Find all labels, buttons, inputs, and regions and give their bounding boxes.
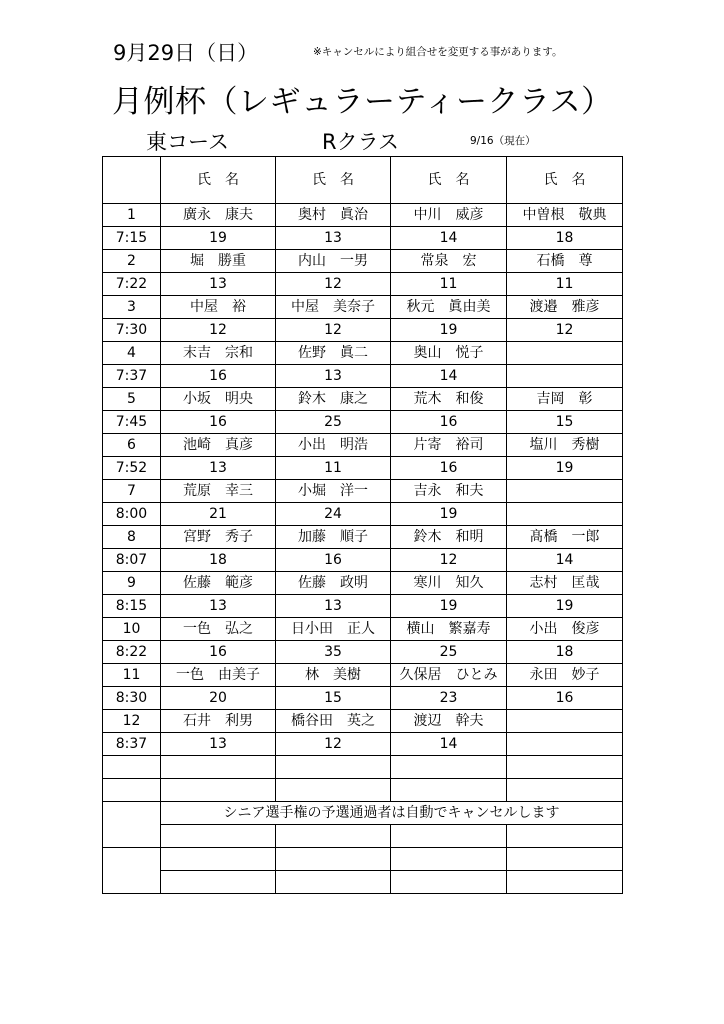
player-score: 19 <box>391 503 507 526</box>
player-surname: 加藤 <box>298 529 326 545</box>
player-given-name: 明浩 <box>340 437 368 453</box>
player-given-name: 康之 <box>340 391 368 407</box>
player-given-name: 洋一 <box>340 483 368 499</box>
tee-time: 8:30 <box>103 687 161 710</box>
player-name <box>276 296 391 319</box>
name-header: 氏 名 <box>391 157 507 204</box>
player-surname: 廣永 <box>183 207 211 223</box>
player-name <box>161 710 276 733</box>
player-score: 12 <box>507 319 623 342</box>
player-surname: 佐野 <box>298 345 326 361</box>
empty-cell <box>161 871 276 894</box>
player-name <box>276 434 391 457</box>
group-name-row <box>103 710 623 733</box>
player-name <box>507 342 623 365</box>
player-given-name: 美樹 <box>333 667 361 683</box>
player-score: 16 <box>507 687 623 710</box>
player-given-name: ひとみ <box>455 667 498 683</box>
player-name <box>507 388 623 411</box>
player-given-name: 眞二 <box>340 345 368 361</box>
player-score: 19 <box>391 319 507 342</box>
player-given-name: 彰 <box>578 391 593 407</box>
player-name <box>161 204 276 227</box>
player-score <box>507 365 623 388</box>
group-number: 3 <box>103 296 161 319</box>
player-name <box>161 664 276 687</box>
player-name <box>391 434 507 457</box>
player-surname: 内山 <box>298 253 326 269</box>
player-name <box>391 618 507 641</box>
player-score: 13 <box>276 227 391 250</box>
player-given-name: 順子 <box>340 529 368 545</box>
player-surname: 奥山 <box>413 345 442 361</box>
player-name <box>507 710 623 733</box>
player-surname: 髙橋 <box>529 529 558 545</box>
player-given-name: 英之 <box>347 713 375 729</box>
player-surname: 堀 <box>190 253 204 269</box>
player-score: 16 <box>161 411 276 434</box>
group-name-row <box>103 480 623 503</box>
player-score: 25 <box>276 411 391 434</box>
group-score-row <box>103 503 623 526</box>
player-score: 13 <box>161 273 276 296</box>
player-surname: 一色 <box>176 667 204 683</box>
player-score: 13 <box>276 365 391 388</box>
player-name <box>507 618 623 641</box>
group-score-row <box>103 319 623 342</box>
group-name-row <box>103 342 623 365</box>
note-blank-row <box>103 825 623 848</box>
player-name <box>391 572 507 595</box>
player-score: 16 <box>391 457 507 480</box>
player-name <box>391 388 507 411</box>
player-given-name: 匡哉 <box>571 575 600 591</box>
group-name-row <box>103 204 623 227</box>
group-header-cell <box>103 157 161 204</box>
player-name <box>276 204 391 227</box>
player-score: 13 <box>161 595 276 618</box>
player-score: 16 <box>161 641 276 664</box>
player-name <box>507 572 623 595</box>
player-surname: 吉岡 <box>536 391 565 407</box>
player-given-name: 宏 <box>462 253 477 269</box>
player-surname: 久保居 <box>399 667 442 683</box>
player-name <box>276 710 391 733</box>
player-score: 12 <box>276 319 391 342</box>
group-number: 10 <box>103 618 161 641</box>
player-surname: 石橋 <box>536 253 565 269</box>
player-given-name: 利男 <box>225 713 253 729</box>
player-score: 14 <box>391 733 507 756</box>
player-given-name: 一男 <box>340 253 368 269</box>
name-header: 氏 名 <box>161 157 276 204</box>
group-name-row <box>103 618 623 641</box>
player-surname: 池崎 <box>183 437 211 453</box>
player-given-name: 秀樹 <box>571 437 600 453</box>
player-given-name: 正人 <box>347 621 375 637</box>
tee-time: 7:30 <box>103 319 161 342</box>
group-score-row <box>103 687 623 710</box>
player-given-name: 美奈子 <box>333 299 375 315</box>
player-score: 11 <box>507 273 623 296</box>
empty-cell <box>276 756 391 779</box>
player-surname: 小出 <box>529 621 558 637</box>
player-name <box>391 250 507 273</box>
group-number: 6 <box>103 434 161 457</box>
player-name <box>507 204 623 227</box>
tee-time: 7:15 <box>103 227 161 250</box>
player-score: 14 <box>507 549 623 572</box>
group-name-row <box>103 664 623 687</box>
player-score: 11 <box>391 273 507 296</box>
final-group-cell <box>103 848 161 894</box>
group-score-row <box>103 457 623 480</box>
player-score: 35 <box>276 641 391 664</box>
player-surname: 末吉 <box>183 345 211 361</box>
empty-cell <box>161 756 276 779</box>
player-score: 13 <box>276 595 391 618</box>
player-given-name: 一郎 <box>571 529 600 545</box>
empty-cell <box>507 779 623 802</box>
player-name <box>391 204 507 227</box>
empty-cell <box>507 848 623 871</box>
group-name-row <box>103 434 623 457</box>
player-score: 21 <box>161 503 276 526</box>
player-surname: 石井 <box>183 713 211 729</box>
player-name <box>507 250 623 273</box>
player-surname: 中屋 <box>291 299 319 315</box>
player-given-name: 俊彦 <box>571 621 600 637</box>
group-number: 12 <box>103 710 161 733</box>
group-name-row <box>103 572 623 595</box>
group-number: 7 <box>103 480 161 503</box>
group-number: 2 <box>103 250 161 273</box>
empty-cell <box>507 871 623 894</box>
player-given-name: 秀子 <box>225 529 253 545</box>
group-number: 8 <box>103 526 161 549</box>
empty-cell <box>161 825 276 848</box>
player-given-name: 眞治 <box>340 207 368 223</box>
player-given-name: 弘之 <box>225 621 253 637</box>
player-surname: 片寄 <box>413 437 442 453</box>
player-score <box>507 733 623 756</box>
player-name <box>161 250 276 273</box>
player-surname: 中屋 <box>190 299 218 315</box>
player-score: 19 <box>507 457 623 480</box>
player-surname: 日小田 <box>291 621 333 637</box>
player-name <box>276 664 391 687</box>
player-surname: 小坂 <box>183 391 211 407</box>
group-score-row <box>103 365 623 388</box>
player-surname: 中曽根 <box>522 207 565 223</box>
player-name <box>161 296 276 319</box>
cancel-note: ※キャンセルにより組合せを変更する事があります。 <box>313 46 563 58</box>
player-given-name: 眞由美 <box>448 299 491 315</box>
tee-time: 7:45 <box>103 411 161 434</box>
empty-cell <box>276 848 391 871</box>
group-name-row <box>103 526 623 549</box>
tee-time: 8:37 <box>103 733 161 756</box>
player-surname: 塩川 <box>529 437 558 453</box>
player-name <box>161 480 276 503</box>
tee-time: 8:22 <box>103 641 161 664</box>
group-name-row <box>103 296 623 319</box>
player-name <box>276 526 391 549</box>
player-name <box>391 526 507 549</box>
player-score: 12 <box>161 319 276 342</box>
group-score-row <box>103 641 623 664</box>
player-name <box>391 664 507 687</box>
player-name <box>507 526 623 549</box>
player-name <box>161 618 276 641</box>
player-surname: 永田 <box>529 667 558 683</box>
player-given-name: 明央 <box>225 391 253 407</box>
player-surname: 佐藤 <box>298 575 326 591</box>
player-score: 19 <box>507 595 623 618</box>
player-given-name: 知久 <box>455 575 484 591</box>
player-surname: 吉永 <box>413 483 442 499</box>
player-score: 16 <box>276 549 391 572</box>
tee-time: 8:07 <box>103 549 161 572</box>
player-name <box>507 480 623 503</box>
player-surname: 荒原 <box>183 483 211 499</box>
player-name <box>161 342 276 365</box>
player-given-name: 由美子 <box>218 667 260 683</box>
player-surname: 佐藤 <box>183 575 211 591</box>
blank-name-row <box>103 756 623 779</box>
tee-time: 8:00 <box>103 503 161 526</box>
player-name <box>507 664 623 687</box>
player-surname: 奥村 <box>298 207 326 223</box>
player-score: 23 <box>391 687 507 710</box>
table-header-row <box>103 157 623 204</box>
player-given-name: 尊 <box>578 253 593 269</box>
group-number: 11 <box>103 664 161 687</box>
empty-cell <box>276 871 391 894</box>
empty-cell <box>276 825 391 848</box>
empty-cell <box>276 779 391 802</box>
player-given-name: 幸三 <box>225 483 253 499</box>
group-score-row <box>103 595 623 618</box>
player-given-name: 勝重 <box>218 253 246 269</box>
player-given-name: 和夫 <box>455 483 484 499</box>
empty-cell <box>161 848 276 871</box>
player-surname: 林 <box>305 667 319 683</box>
player-given-name: 裕司 <box>455 437 484 453</box>
player-name <box>391 710 507 733</box>
name-header: 氏 名 <box>507 157 623 204</box>
group-score-row <box>103 549 623 572</box>
date-heading: 9月29日（日） <box>113 41 259 65</box>
player-given-name: 威彦 <box>455 207 484 223</box>
player-surname: 志村 <box>529 575 558 591</box>
tee-time: 7:52 <box>103 457 161 480</box>
player-score: 15 <box>507 411 623 434</box>
class-label: Rクラス <box>322 130 399 154</box>
player-score: 13 <box>161 733 276 756</box>
player-score: 18 <box>507 227 623 250</box>
pairing-table <box>102 156 623 894</box>
player-name <box>276 388 391 411</box>
player-score: 12 <box>276 273 391 296</box>
player-score: 19 <box>161 227 276 250</box>
player-surname: 鈴木 <box>298 391 326 407</box>
player-given-name: 悦子 <box>455 345 484 361</box>
group-score-row <box>103 227 623 250</box>
blank-group-cell <box>103 756 161 779</box>
player-name <box>276 572 391 595</box>
player-score: 16 <box>391 411 507 434</box>
player-given-name: 真彦 <box>225 437 253 453</box>
player-given-name: 和俊 <box>455 391 484 407</box>
player-given-name: 康夫 <box>225 207 253 223</box>
player-score: 14 <box>391 227 507 250</box>
player-score: 24 <box>276 503 391 526</box>
player-name <box>391 480 507 503</box>
player-surname: 鈴木 <box>413 529 442 545</box>
group-score-row <box>103 273 623 296</box>
player-surname: 横山 <box>406 621 435 637</box>
empty-cell <box>507 756 623 779</box>
player-surname: 小出 <box>298 437 326 453</box>
empty-cell <box>507 825 623 848</box>
player-surname: 一色 <box>183 621 211 637</box>
name-header: 氏 名 <box>276 157 391 204</box>
empty-cell <box>391 825 507 848</box>
tee-time: 7:22 <box>103 273 161 296</box>
group-name-row <box>103 388 623 411</box>
blank-score-row <box>103 779 623 802</box>
empty-cell <box>391 779 507 802</box>
player-given-name: 妙子 <box>571 667 600 683</box>
group-number: 4 <box>103 342 161 365</box>
group-score-row <box>103 733 623 756</box>
player-name <box>161 434 276 457</box>
empty-cell <box>391 871 507 894</box>
player-name <box>276 618 391 641</box>
player-surname: 宮野 <box>183 529 211 545</box>
tee-time: 8:15 <box>103 595 161 618</box>
as-of-date: 9/16（現在） <box>470 135 536 147</box>
empty-cell <box>161 779 276 802</box>
player-score: 16 <box>161 365 276 388</box>
player-surname: 小堀 <box>298 483 326 499</box>
group-score-row <box>103 411 623 434</box>
empty-cell <box>391 756 507 779</box>
player-surname: 渡邉 <box>529 299 558 315</box>
player-given-name: 幹夫 <box>455 713 484 729</box>
player-surname: 常泉 <box>420 253 449 269</box>
player-score: 12 <box>276 733 391 756</box>
player-score: 11 <box>276 457 391 480</box>
final-blank-row <box>103 871 623 894</box>
player-name <box>161 526 276 549</box>
group-number: 9 <box>103 572 161 595</box>
player-score: 19 <box>391 595 507 618</box>
tee-time: 7:37 <box>103 365 161 388</box>
course-label: 東コース <box>146 130 229 154</box>
player-given-name: 宗和 <box>225 345 253 361</box>
player-surname: 橋谷田 <box>291 713 333 729</box>
player-name <box>276 250 391 273</box>
player-score: 15 <box>276 687 391 710</box>
player-given-name: 雅彦 <box>571 299 600 315</box>
player-score: 12 <box>391 549 507 572</box>
player-name <box>161 388 276 411</box>
player-score: 18 <box>161 549 276 572</box>
empty-cell <box>391 848 507 871</box>
player-score: 18 <box>507 641 623 664</box>
player-name <box>276 342 391 365</box>
final-blank-row <box>103 848 623 871</box>
group-name-row <box>103 250 623 273</box>
player-surname: 中川 <box>413 207 442 223</box>
player-given-name: 範彦 <box>225 575 253 591</box>
player-surname: 寒川 <box>413 575 442 591</box>
player-name <box>276 480 391 503</box>
blank-group-cell <box>103 779 161 802</box>
player-given-name: 和明 <box>455 529 484 545</box>
player-surname: 渡辺 <box>413 713 442 729</box>
player-score: 14 <box>391 365 507 388</box>
senior-note: シニア選手権の予選通過者は自動でキャンセルします <box>161 802 623 825</box>
group-number: 1 <box>103 204 161 227</box>
page-title: 月例杯（レギュラーティークラス） <box>112 84 613 120</box>
player-score <box>507 503 623 526</box>
senior-note-row <box>103 802 623 825</box>
player-score: 25 <box>391 641 507 664</box>
player-given-name: 敬典 <box>578 207 607 223</box>
player-score: 13 <box>161 457 276 480</box>
player-name <box>507 296 623 319</box>
player-name <box>507 434 623 457</box>
player-name <box>391 342 507 365</box>
player-surname: 荒木 <box>413 391 442 407</box>
player-given-name: 政明 <box>340 575 368 591</box>
player-name <box>161 572 276 595</box>
player-given-name: 裕 <box>232 299 246 315</box>
note-group-cell <box>103 802 161 848</box>
player-name <box>391 296 507 319</box>
player-score: 20 <box>161 687 276 710</box>
player-surname: 秋元 <box>406 299 435 315</box>
pairing-rows <box>103 204 623 894</box>
group-number: 5 <box>103 388 161 411</box>
player-given-name: 繁嘉寿 <box>448 621 491 637</box>
